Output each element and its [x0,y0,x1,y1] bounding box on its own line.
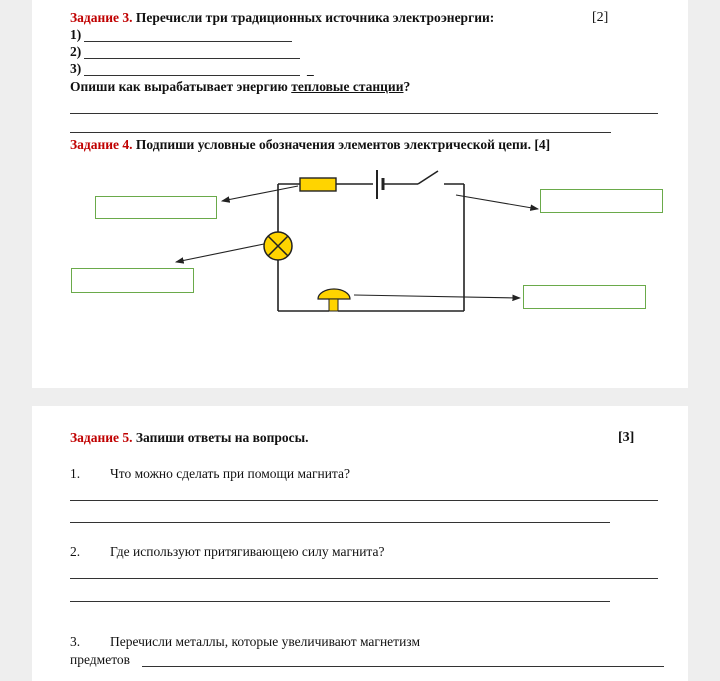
task5-q3-continuation: предметов [70,652,131,667]
task4-label: Задание 4. [70,137,133,152]
task5-q2-number: 2. [70,544,81,559]
task4-points: [4] [534,137,551,152]
pointer-arrows [176,186,538,298]
task5-q3-text: Перечисли металлы, которые увеличивают магнетизм [110,634,420,649]
task3-label: Задание 3. [70,10,133,25]
bell-symbol [318,289,350,311]
task3-question-pre: Опиши как вырабатывает энергию [70,79,292,94]
task5-q1-answer-line-2[interactable] [70,522,610,523]
circuit-wires [278,171,464,311]
task5-q1-text: Что можно сделать при помощи магнита? [110,466,350,481]
task3-question-link: тепловые станции [291,79,404,94]
resistor-symbol [300,178,336,191]
task5-q2-answer-line-1[interactable] [70,578,658,579]
task3-item2-label: 2) [70,44,82,59]
task3-item3-label: 3) [70,61,82,76]
task3-title: Перечисли три традиционных источника электроэнергии: [135,10,495,25]
task5-title: Запиши ответы на вопросы. [135,430,309,445]
task5-q2-answer-line-2[interactable] [70,601,610,602]
task5-q3-answer-line[interactable] [142,666,664,667]
task5-q1-number: 1. [70,466,81,481]
task5-heading [70,430,309,446]
task3-item3-tail: _ [307,62,314,77]
task3-points: [2] [592,10,609,25]
lamp-symbol [264,232,292,260]
task5-points: [3] [618,430,635,445]
task5-q1-answer-line-1[interactable] [70,500,658,501]
task3-question-post: ? [403,79,411,94]
worksheet-page-1 [32,0,688,388]
circuit-diagram [32,0,688,388]
task5-q3-number: 3. [70,634,81,649]
worksheet-page-2 [32,406,688,681]
task4-title: Подпиши условные обозначения элементов электрической цепи. [135,137,531,152]
task5-label: Задание 5. [70,430,133,445]
task3-item1-label: 1) [70,27,82,42]
task5-q2-text: Где используют притягивающею силу магнита? [110,544,385,559]
